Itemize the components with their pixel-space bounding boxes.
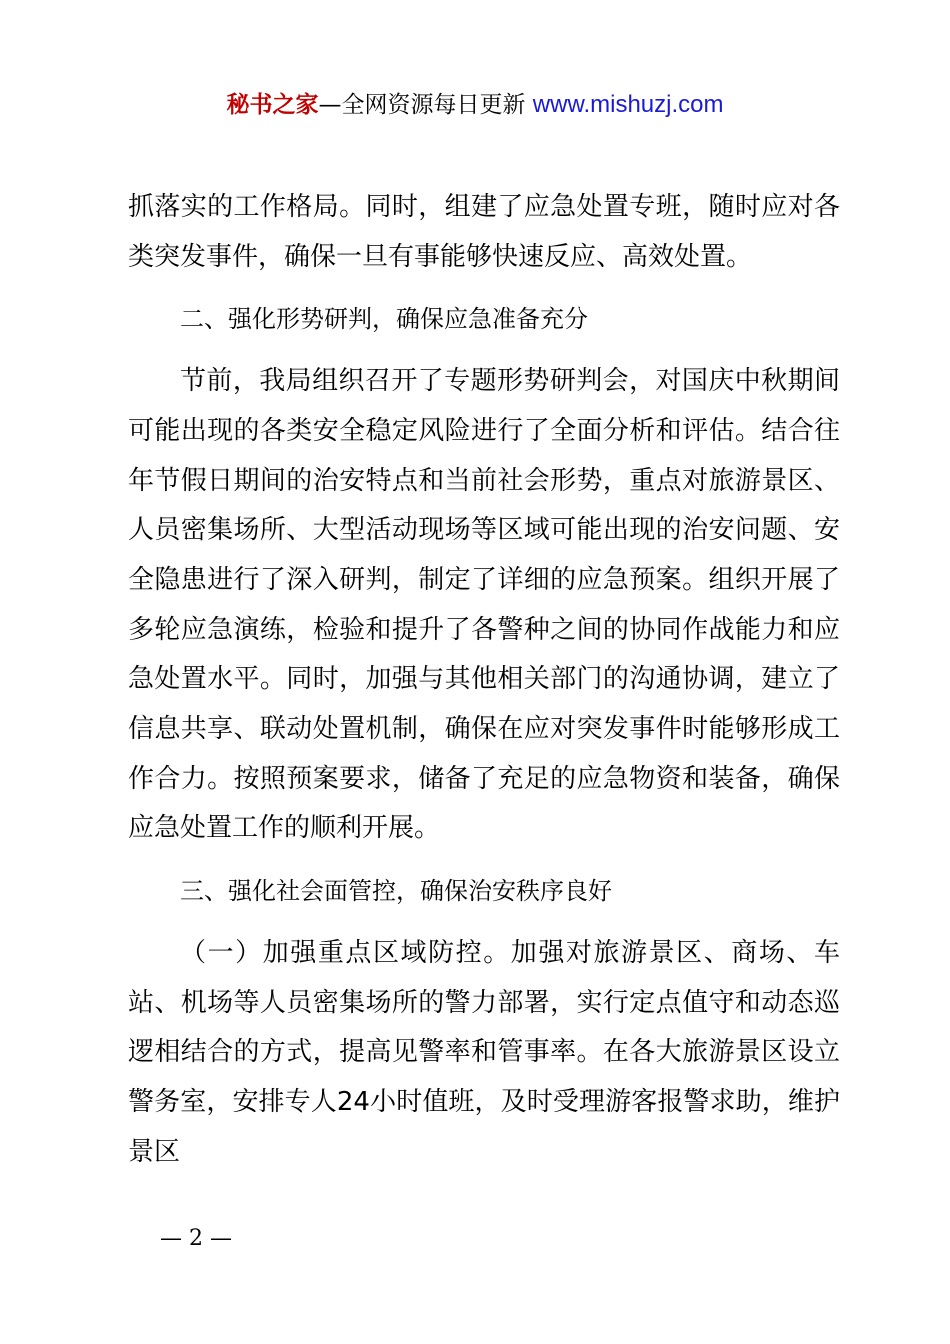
page-number: — 2 — <box>160 1226 232 1251</box>
brand-name: 秘书之家 <box>226 92 319 118</box>
paragraph-continuation: 抓落实的工作格局。同时，组建了应急处置专班，随时应对各类突发事件，确保一旦有事能够快速反应、高效处置。 <box>128 192 840 272</box>
paragraph-key-area-control: （一）加强重点区域防控。加强对旅游景区、商场、车站、机场等人员密集场所的警力部署，实行定点值守和动态巡逻相结合的方式，提高见警率和管事率。在各大旅游景区设立警务室，安排专人24小时值班，及时受理游客报警求助，维护景区 <box>128 937 840 1167</box>
section-heading-2: 二、强化形势研判，确保应急准备充分 <box>180 304 588 333</box>
site-url-link[interactable]: www.mishuzj.com <box>532 91 724 118</box>
section-heading-3: 三、强化社会面管控，确保治安秩序良好 <box>180 876 612 905</box>
header-tagline: —全网资源每日更新 <box>318 92 533 118</box>
paragraph-risk-assessment: 节前，我局组织召开了专题形势研判会，对国庆中秋期间可能出现的各类安全稳定风险进行了全面分析和评估。结合往年节假日期间的治安特点和当前社会形势，重点对旅游景区、人员密集场所、大型活动现场等区域可能出现的治安问题、安全隐患进行了深入研判，制定了详细的应急预案。组织开展了多轮应急演练，检验和提升了各警种之间的协同作战能力和应急处置水平。同时，加强与其他相关部门的沟通协调，建立了信息共享、联动处置机制，确保在应对突发事件时能够形成工作合力。按照预案要求，储备了充足的应急物资和装备，确保应急处置工作的顺利开展。 <box>128 366 840 844</box>
document-body <box>128 183 840 1177</box>
site-header <box>0 86 950 124</box>
